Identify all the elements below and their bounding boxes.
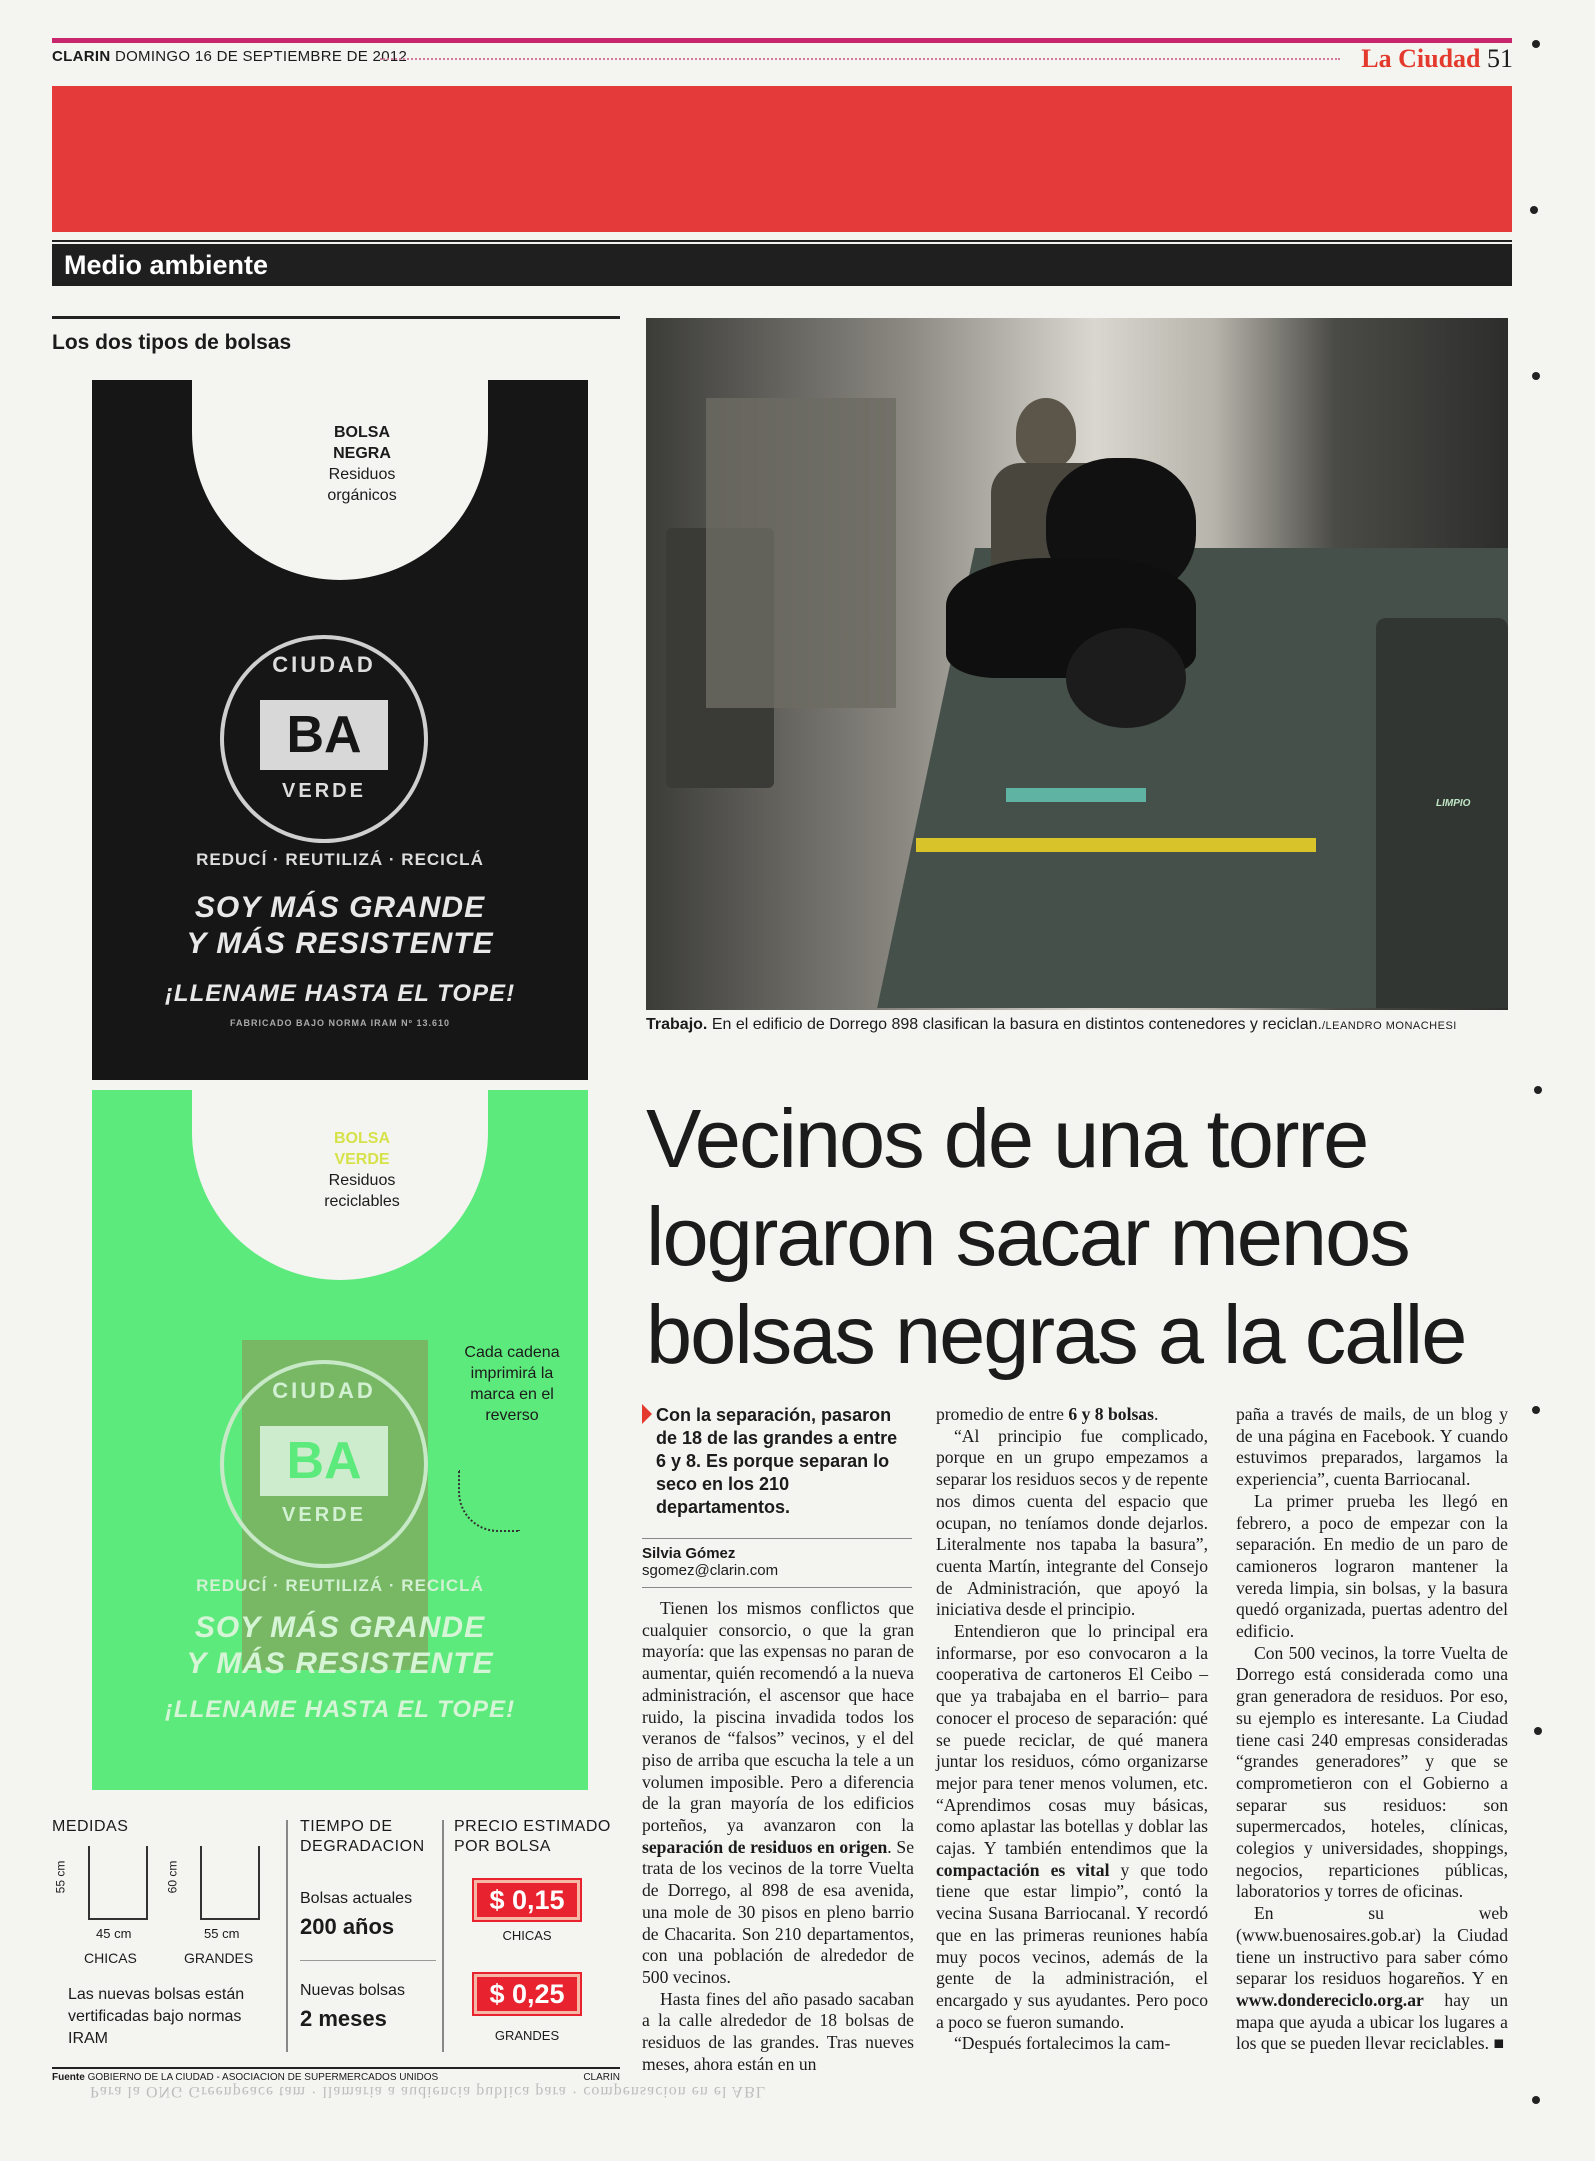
registration-mark xyxy=(1532,372,1540,380)
registration-mark xyxy=(1530,206,1538,214)
black-bag-label xyxy=(282,422,442,506)
bold-run: 6 y 8 bolsas xyxy=(1068,1404,1154,1424)
author-name: Silvia Gómez xyxy=(642,1538,912,1562)
actuales-label: Bolsas actuales xyxy=(300,1890,413,1907)
section-prefix: La xyxy=(1361,44,1392,73)
ad-banner xyxy=(52,86,1512,232)
issue-date: DOMINGO 16 DE SEPTIEMBRE DE 2012 xyxy=(114,48,408,65)
paragraph xyxy=(1236,1903,1508,2055)
article-column-2 xyxy=(936,1404,1208,2055)
registration-mark xyxy=(1534,1727,1542,1735)
source-line xyxy=(52,2067,620,2083)
photo-caption xyxy=(646,1016,1508,1034)
lead-paragraph: Con la separación, pasaron de 18 de las grandes a entre 6 y 8. Es porque separan lo seco en los 210 departamentos. xyxy=(656,1405,898,1517)
chicas-width: 45 cm xyxy=(96,1926,132,1941)
green-bag-desc-1: Residuos xyxy=(328,1172,396,1189)
ba-logo-mark: BA xyxy=(260,1426,388,1496)
black-bag-desc-1: Residuos xyxy=(328,466,396,483)
fuente-label: Fuente xyxy=(52,2072,85,2083)
chicas-height: 55 cm xyxy=(53,1860,68,1894)
ba-logo-mark: BA xyxy=(260,700,388,770)
fine-print: FABRICADO BAJO NORMA IRAM Nº 13.610 xyxy=(230,1018,450,1028)
green-bin xyxy=(1376,618,1508,1008)
logo-bottom-text: VERDE xyxy=(282,1504,366,1526)
black-bag-illustration xyxy=(92,380,588,1080)
registration-mark xyxy=(1532,1406,1540,1414)
text-run: En su web (www.buenosaires.gob.ar) la Ciudad tiene un instructivo para saber cómo separar los residuos hogareños. Y en xyxy=(1236,1903,1508,1989)
registration-mark xyxy=(1532,40,1540,48)
chicas-label: CHICAS xyxy=(84,1950,137,1966)
headline-line-1: Vecinos de una torre xyxy=(646,1092,1368,1185)
precio-grandes-badge: $ 0,25 xyxy=(474,1974,580,2014)
precio-label-2: POR BOLSA xyxy=(454,1838,551,1855)
actuales-value: 200 años xyxy=(300,1914,395,1939)
dateline xyxy=(52,48,407,65)
paragraph: Hasta fines del año pasado sacaban a la calle alrededor de 18 bolsas de residuos de las grandes. Tras nueves meses, ahora están en un xyxy=(642,1988,914,2074)
section-name: Ciudad xyxy=(1398,44,1481,73)
black-bag-desc-2: orgánicos xyxy=(327,487,397,504)
text-run: . xyxy=(1153,1404,1159,1424)
nuevas-label: Nuevas bolsas xyxy=(300,1982,405,1999)
slogan-line-3: ¡LLENAME HASTA EL TOPE! xyxy=(164,980,516,1007)
yellow-stripe xyxy=(916,838,1316,852)
slogan-line-3: ¡LLENAME HASTA EL TOPE! xyxy=(164,1696,516,1723)
chicas-bag-diagram xyxy=(88,1846,148,1920)
article-column-3 xyxy=(1236,1404,1508,2055)
tiempo-label-1: TIEMPO DE xyxy=(300,1818,393,1835)
section-title xyxy=(1361,44,1513,74)
green-bag-illustration xyxy=(92,1090,588,1790)
paragraph xyxy=(642,1598,914,1989)
paragraph: “Después fortalecimos la cam- xyxy=(954,2033,1171,2054)
dotted-rule xyxy=(380,58,1340,60)
black-bag-name-1: BOLSA xyxy=(334,424,390,441)
text-run: Tienen los mismos conflictos que cualquier consorcio, o que la gran mayoría: que las expensas no paran de aumentar, quién recomendó a la nueva administración, el ascensor que hace ruido, la piscina invadida todos los veranos de “falsos” vecinos, y el del piso de arriba que escucha la tele a un volumen imposible. Pero a diferencia de la gran mayoría de los edificios porteños, ya avanzaron con la xyxy=(642,1598,914,1836)
caption-text: En el edificio de Dorrego 898 clasifican la basura en distintos contenedores y reciclan. xyxy=(711,1016,1322,1033)
paragraph xyxy=(936,1621,1208,2033)
bin-label: LIMPIO xyxy=(1436,798,1471,809)
cadena-note: Cada cadena imprimirá la marca en el reverso xyxy=(464,1344,560,1424)
paragraph: La primer prueba les llegó en febrero, a poco de empezar con la separación. En medio de un paro de camioneros lograron mantener la vereda limpia, sin bolsas, y la basura quedó organizada, puertas adentro del edificio. xyxy=(1236,1490,1508,1642)
byline xyxy=(642,1538,912,1588)
text-run: . Se trata de los vecinos de la torre Vuelta de Dorrego, al 898 de esa avenida, una mole de 30 pisos en pleno barrio de Chacarita. Son 210 departamentos, con una población de alrededor de 500 vecinos. xyxy=(642,1836,914,1987)
green-bag-label xyxy=(282,1128,442,1212)
grandes-height: 60 cm xyxy=(165,1860,180,1894)
slogan-line-1: SOY MÁS GRANDE xyxy=(194,1611,486,1644)
precio-chicas-label: CHICAS xyxy=(502,1928,552,1943)
precio-label-1: PRECIO ESTIMADO xyxy=(454,1818,611,1835)
slogan-line-1: SOY MÁS GRANDE xyxy=(194,891,486,924)
end-mark: ■ xyxy=(1493,2033,1505,2054)
tiempo-label-2: DEGRADACION xyxy=(300,1838,425,1855)
news-photo xyxy=(646,318,1508,1010)
registration-mark xyxy=(1532,2096,1540,2104)
paragraph: paña a través de mails, de un blog y de una página en Facebook. Y cuando estuvimos preparados, largamos la experiencia”, cuenta Barriocanal. xyxy=(1236,1404,1508,1490)
grandes-bag-diagram xyxy=(200,1846,260,1920)
black-bag-name-2: NEGRA xyxy=(333,445,391,462)
page-number: 51 xyxy=(1487,44,1513,73)
header-rule xyxy=(52,38,1512,43)
paragraph: “Al principio fue complicado, porque en un grupo empezamos a separar los residuos secos y de repente nos dimos cuenta del espacio que ocupan, no teníamos donde dejarlos. Literalmente nos tapaba la basura”, cuenta Martín, integrante del Consejo de Administración, que apoyó la iniciativa desde el principio. xyxy=(936,1425,1208,1620)
slogan-line-2: Y MÁS RESISTENTE xyxy=(186,1647,494,1680)
bold-run: www.dondereciclo.org.ar xyxy=(1236,1989,1424,2010)
logo-bottom-text: VERDE xyxy=(282,780,366,802)
logo-ring-text: REDUCÍ · REUTILIZÁ · RECICLÁ xyxy=(196,850,484,869)
nuevas-value: 2 meses xyxy=(300,2006,387,2031)
worker-head xyxy=(1016,398,1076,468)
wall-column xyxy=(706,398,896,708)
logo-ring-text: REDUCÍ · REUTILIZÁ · RECICLÁ xyxy=(196,1576,484,1595)
photo-credit: /LEANDRO MONACHESI xyxy=(1321,1020,1457,1032)
grandes-width: 55 cm xyxy=(204,1926,240,1941)
green-bag-desc-2: reciclables xyxy=(324,1193,400,1210)
headline xyxy=(646,1090,1516,1384)
iram-note: Las nuevas bolsas están vertificadas bajo normas IRAM xyxy=(68,1986,245,2047)
text-run: y que todo tiene que estar limpio”, contó la vecina Susana Barriocanal. Y recordó que en las primeras reuniones había muy pocos vecinos, además de la gente de la administración, el encargado y sus ayudantes. Pero poco a poco se fueron sumando. xyxy=(936,1859,1208,2032)
logo-top-text: CIUDAD xyxy=(272,652,376,677)
paragraph: Con 500 vecinos, la torre Vuelta de Dorrego está considerada como una gran generadora de residuos. Por eso, su ejemplo es interesante. La Ciudad tiene casi 240 empresas consideradas “grandes generadores” y que se comprometieron con el Gobierno a separar sus residuos: son supermercados, hoteles, clínicas, colegios y universidades, shoppings, negocios, reparticiones públicas, laboratorios y torres de oficinas. xyxy=(1236,1642,1508,1902)
byline-rule xyxy=(642,1587,912,1588)
text-run: hay un mapa que ayuda a ubicar los lugares a los que se pueden llevar reciclables. xyxy=(1236,1989,1508,2054)
column-divider xyxy=(286,1820,288,2052)
divider xyxy=(300,1960,436,1961)
caption-title: Trabajo. xyxy=(646,1016,708,1033)
registration-mark xyxy=(1534,1086,1542,1094)
bold-run: separación de residuos en origen xyxy=(642,1836,888,1857)
headline-line-2: lograron sacar menos xyxy=(646,1190,1409,1283)
slogan-line-2: Y MÁS RESISTENTE xyxy=(186,927,494,960)
lead-marker-icon xyxy=(642,1404,652,1424)
sidebar-title: Los dos tipos de bolsas xyxy=(52,316,620,355)
green-bag-name-1: BOLSA xyxy=(334,1130,390,1147)
newspaper-name: CLARIN xyxy=(52,48,111,65)
precio-chicas-badge: $ 0,15 xyxy=(474,1880,580,1920)
wheelbarrow-wheel xyxy=(1066,628,1186,728)
bold-run: compactación es vital xyxy=(936,1859,1110,1880)
precio-grandes-label: GRANDES xyxy=(494,2028,560,2043)
text-run: promedio de entre xyxy=(936,1404,1064,1424)
fuente-text: GOBIERNO DE LA CIUDAD - ASOCIACION DE SUPERMERCADOS UNIDOS xyxy=(87,2072,439,2083)
text-run: Entendieron que lo principal era informarse, por eso convocaron a la cooperativa de cartoneros El Ceibo –que ya trabajaba en el barrio– para conocer el proceso de separación: qué se puede reciclar, de qué manera juntar los residuos, cómo organizarse mejor para tener menos volumen, etc. “Aprendimos cosas muy básicas, como aplastar las botellas y doblar las cajas. Y también entendimos que la xyxy=(936,1621,1208,1859)
headline-line-3: bolsas negras a la calle xyxy=(646,1288,1466,1381)
logo-top-text: CIUDAD xyxy=(272,1378,376,1403)
medidas-label: MEDIDAS xyxy=(52,1818,129,1835)
column-divider xyxy=(442,1820,444,2052)
teal-floor-mark xyxy=(1006,788,1146,802)
bleed-through-text: Para la ONG Greenpeace tam · llamaria a audiencia publica para · compensacion en el ABL xyxy=(90,2083,767,2100)
author-email: sgomez@clarin.com xyxy=(642,1562,779,1579)
section-bar: Medio ambiente xyxy=(52,244,1512,286)
article-column-1 xyxy=(642,1598,914,2075)
green-bag-name-2: VERDE xyxy=(334,1151,390,1168)
fuente-credit: CLARIN xyxy=(583,2072,620,2083)
grandes-label: GRANDES xyxy=(184,1950,254,1966)
paragraph xyxy=(936,1404,1208,1426)
